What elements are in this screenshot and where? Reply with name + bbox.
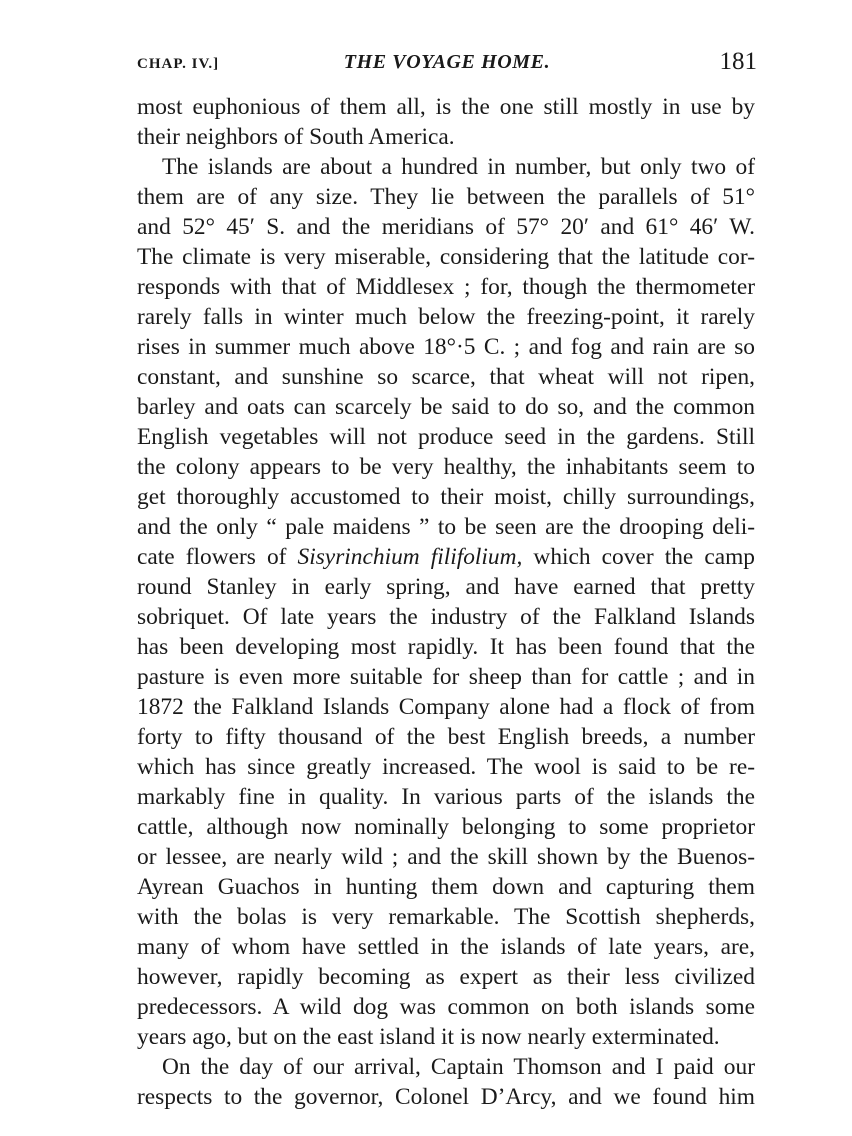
text-line-with-italic [137, 542, 755, 572]
text-line: rises in summer much above 18°·5 C. ; and fog and rain are so [137, 334, 755, 360]
text-line: pasture is even more suitable for sheep than for cattle ; and in [137, 664, 755, 690]
text-line: many of whom have settled in the islands of late years, are, [137, 934, 755, 960]
page-number: 181 [719, 48, 757, 75]
text-line: responds with that of Middlesex ; for, though the thermometer [137, 274, 755, 300]
line-text-before: cate flowers of [137, 544, 298, 570]
text-line: their neighbors of South America. [137, 124, 455, 150]
running-head [137, 48, 757, 80]
text-line: barley and oats can scarcely be said to do so, and the common [137, 394, 755, 420]
text-line: predecessors. A wild dog was common on both islands some [137, 994, 755, 1020]
paragraph-start-line: The islands are about a hundred in number, but only two of [162, 154, 755, 180]
text-line: Ayrean Guachos in hunting them down and capturing them [137, 874, 755, 900]
text-line: the colony appears to be very healthy, the inhabitants seem to [137, 454, 755, 480]
text-line: forty to fifty thousand of the best English breeds, a number [137, 724, 755, 750]
text-line: years ago, but on the east island it is now nearly exterminated. [137, 1024, 720, 1050]
text-line: sobriquet. Of late years the industry of the Falkland Islands [137, 604, 755, 630]
text-line: with the bolas is very remarkable. The Scottish shepherds, [137, 904, 755, 930]
text-line: and the only “ pale maidens ” to be seen are the drooping deli- [137, 514, 755, 540]
text-line: round Stanley in early spring, and have earned that pretty [137, 574, 755, 600]
text-line: English vegetables will not produce seed in the gardens. Still [137, 424, 755, 450]
text-line: however, rapidly becoming as expert as their less civilized [137, 964, 755, 990]
running-title: THE VOYAGE HOME. [343, 51, 551, 73]
text-line: 1872 the Falkland Islands Company alone had a flock of from [137, 694, 755, 720]
chapter-label: CHAP. IV.] [137, 56, 220, 72]
line-text-after: which cover the camp [522, 544, 755, 570]
text-line: has been developing most rapidly. It has been found that the [137, 634, 755, 660]
text-line: most euphonious of them all, is the one still mostly in use by [137, 94, 755, 120]
text-line: get thoroughly accustomed to their moist, chilly surroundings, [137, 484, 755, 510]
text-line: The climate is very miserable, considering that the latitude cor- [137, 244, 755, 270]
text-line: constant, and sunshine so scarce, that wheat will not ripen, [137, 364, 755, 390]
text-line: them are of any size. They lie between the parallels of 51° [137, 184, 755, 210]
text-line: or lessee, are nearly wild ; and the skill shown by the Buenos- [137, 844, 755, 870]
text-line: cattle, although now nominally belonging to some proprietor [137, 814, 755, 840]
text-line: markably fine in quality. In various parts of the islands the [137, 784, 755, 810]
text-line: which has since greatly increased. The wool is said to be re- [137, 754, 755, 780]
text-line: rarely falls in winter much below the freezing-point, it rarely [137, 304, 755, 330]
text-line: respects to the governor, Colonel D’Arcy, and we found him [137, 1084, 755, 1110]
text-line: and 52° 45′ S. and the meridians of 57° 20′ and 61° 46′ W. [137, 214, 755, 240]
paragraph-start-line: On the day of our arrival, Captain Thomson and I paid our [162, 1054, 755, 1080]
italic-species-name: Sisyrinchium filifolium, [297, 544, 523, 570]
